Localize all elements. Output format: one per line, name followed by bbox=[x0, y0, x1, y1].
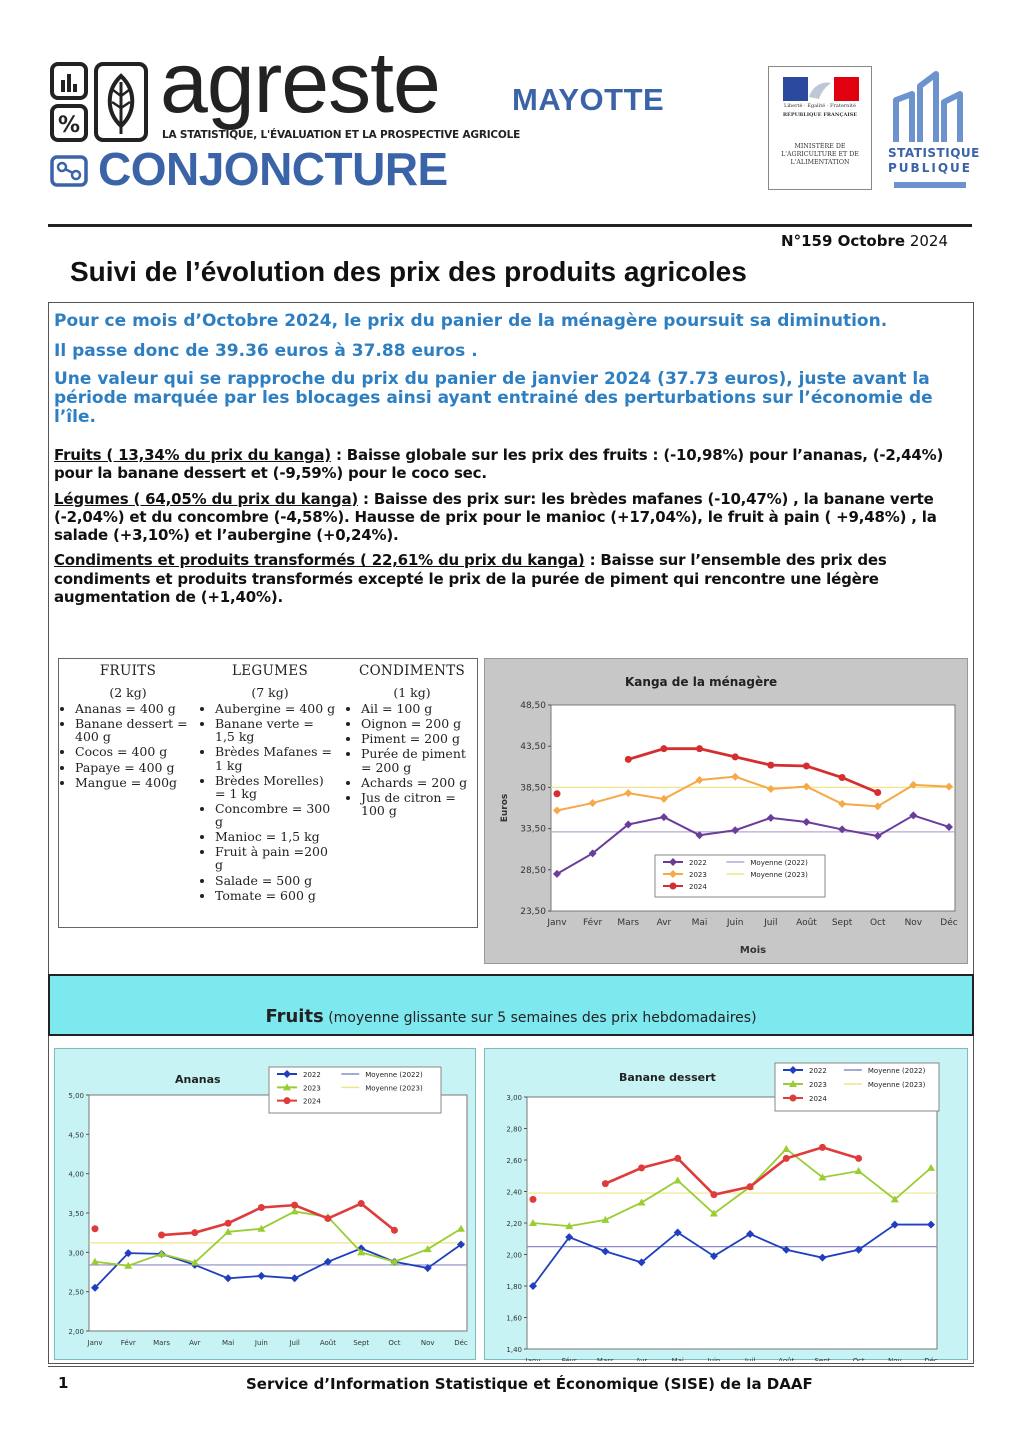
composition-item: • Achards = 200 g bbox=[361, 776, 475, 789]
fruits-section-banner bbox=[48, 974, 974, 1036]
legend-label: 2024 bbox=[809, 1095, 827, 1103]
y-tick-label: 2,80 bbox=[506, 1125, 522, 1134]
composition-item: • Aubergine = 400 g bbox=[215, 702, 337, 715]
intro-summary bbox=[54, 310, 970, 435]
x-axis-label: Mois bbox=[739, 945, 767, 956]
statistique-publique-text: STATISTIQUE PUBLIQUE bbox=[888, 146, 980, 175]
composition-item: • Mangue = 400g bbox=[75, 776, 193, 789]
legend-label: Moyenne (2022) bbox=[750, 859, 808, 867]
x-tick-label: Août bbox=[796, 918, 817, 928]
data-point-2024 bbox=[696, 745, 703, 752]
composition-item: • Jus de citron = 100 g bbox=[361, 791, 475, 817]
y-tick-label: 48,50 bbox=[520, 701, 546, 711]
y-axis-label: Euros bbox=[500, 793, 510, 823]
data-point-2024 bbox=[767, 762, 774, 769]
composition-item: • Piment = 200 g bbox=[361, 732, 475, 745]
data-point-2024 bbox=[638, 1164, 645, 1171]
banane-chart bbox=[485, 1049, 969, 1361]
y-tick-label: 28,50 bbox=[520, 865, 546, 876]
x-tick-label: Août bbox=[778, 1357, 795, 1361]
x-tick-label: Avr bbox=[635, 1357, 648, 1361]
data-point-2024 bbox=[674, 1155, 681, 1162]
x-tick-label: Mars bbox=[617, 918, 640, 928]
x-tick-label: Sept bbox=[814, 1357, 831, 1361]
ministry-motto: Liberté · Égalité · Fraternité bbox=[784, 103, 856, 109]
composition-item: • Tomate = 600 g bbox=[215, 889, 337, 902]
x-tick-label: Déc bbox=[940, 918, 958, 928]
footer-text: Service d’Information Statistique et Économique (SISE) de la DAAF bbox=[246, 1375, 813, 1393]
y-tick-label: 4,00 bbox=[68, 1170, 84, 1179]
data-point-2024 bbox=[530, 1196, 537, 1203]
conjoncture-icon bbox=[50, 155, 88, 187]
issue-number: N°159 Octobre 2024 bbox=[781, 232, 948, 250]
y-tick-label: 2,60 bbox=[506, 1157, 522, 1165]
legend-label: 2022 bbox=[809, 1067, 827, 1075]
composition-item: • Concombre = 300 g bbox=[215, 802, 337, 828]
x-tick-label: Janv bbox=[525, 1357, 541, 1361]
data-point-2024 bbox=[874, 789, 881, 796]
page-number: 1 bbox=[58, 1374, 69, 1392]
x-tick-label: Déc bbox=[454, 1339, 468, 1347]
x-tick-label: Avr bbox=[656, 918, 672, 928]
x-tick-label: Sept bbox=[831, 918, 853, 928]
legend-label: Moyenne (2023) bbox=[365, 1084, 423, 1093]
banane-chart-panel bbox=[484, 1048, 968, 1360]
composition-item: • Oignon = 200 g bbox=[361, 717, 475, 730]
kanga-chart-panel bbox=[484, 658, 968, 964]
composition-fruits: FRUITS (2 kg) • Ananas = 400 g • Banane dessert = 400 g • Cocos = 400 g • Papaye = 400 g • Mangue = 400g bbox=[63, 663, 193, 791]
legend-label: 2022 bbox=[689, 859, 707, 867]
y-tick-label: 2,40 bbox=[506, 1188, 522, 1197]
x-tick-label: Mars bbox=[153, 1339, 170, 1347]
data-point-2024 bbox=[158, 1232, 165, 1239]
x-tick-label: Juin bbox=[254, 1339, 268, 1347]
y-tick-label: 1,80 bbox=[506, 1283, 522, 1291]
y-tick-label: 3,00 bbox=[506, 1094, 522, 1102]
page-title: Suivi de l’évolution des prix des produits agricoles bbox=[70, 256, 747, 287]
x-tick-label: Oct bbox=[869, 918, 886, 928]
series-title: CONJONCTURE bbox=[98, 143, 448, 195]
ministry-name: MINISTÈRE DE L'AGRICULTURE ET DE L'ALIMENTATION bbox=[781, 143, 859, 166]
data-point-2024 bbox=[358, 1200, 365, 1207]
y-tick-label: 2,00 bbox=[68, 1328, 84, 1336]
condiments-paragraph: Condiments et produits transformés ( 22,61% du prix du kanga) : Baisse sur l’ensemble des prix des condiments et produits transformés excepté le prix de la purée de piment qui rencontre une légère augmentation de (+1,40%). bbox=[54, 551, 887, 607]
body-text bbox=[54, 446, 970, 613]
chart-title: Kanga de la ménagère bbox=[625, 675, 778, 689]
intro-line-3: Une valeur qui se rapproche du prix du panier de janvier 2024 (37.73 euros), juste avant la période marquée par les blocages ainsi ayant entrainé des perturbations sur l’économie de l’île. bbox=[54, 369, 933, 428]
y-tick-label: 1,40 bbox=[506, 1346, 522, 1354]
y-tick-label: 38,50 bbox=[520, 783, 546, 794]
x-tick-label: Avr bbox=[189, 1339, 201, 1347]
data-point-2024 bbox=[732, 753, 739, 760]
svg-text:%: % bbox=[57, 113, 81, 138]
composition-item: • Fruit à pain =200 g bbox=[215, 845, 337, 871]
x-tick-label: Nov bbox=[420, 1339, 435, 1347]
ministry-republic: RÉPUBLIQUE FRANÇAISE bbox=[782, 112, 858, 118]
fruits-banner-subtitle: (moyenne glissante sur 5 semaines des prix hebdomadaires) bbox=[323, 1010, 757, 1026]
y-tick-label: 3,00 bbox=[68, 1249, 84, 1258]
legend-marker bbox=[670, 883, 677, 890]
x-tick-label: Sept bbox=[353, 1339, 370, 1347]
legend-label: 2023 bbox=[303, 1084, 321, 1093]
composition-item: • Cocos = 400 g bbox=[75, 745, 193, 758]
data-point-2024 bbox=[291, 1202, 298, 1209]
legend-label: Moyenne (2023) bbox=[867, 1081, 926, 1089]
x-tick-label: Févr bbox=[561, 1357, 577, 1361]
composition-item: • Banane verte = 1,5 kg bbox=[215, 717, 337, 743]
plot-area bbox=[89, 1095, 467, 1331]
composition-item: • Brèdes Mafanes = 1 kg bbox=[215, 745, 337, 771]
x-tick-label: Nov bbox=[904, 918, 923, 928]
y-tick-label: 33,50 bbox=[520, 824, 546, 835]
x-tick-label: Déc bbox=[924, 1357, 938, 1361]
composition-legumes: LEGUMES (7 kg) • Aubergine = 400 g • Banane verte = 1,5 kg • Brèdes Mafanes = 1 kg • Brèdes Morelles) = 1 kg • Concombre = 300 g • Manioc = 1,5 kg • Fruit à pain =200 g • Salade = 500 g • Tomate = 600 g bbox=[203, 663, 337, 904]
x-tick-label: Mai bbox=[671, 1357, 684, 1361]
y-tick-label: 1,60 bbox=[506, 1314, 522, 1323]
data-point-2024 bbox=[747, 1183, 754, 1190]
data-point-2024 bbox=[819, 1144, 826, 1151]
data-point-2024 bbox=[324, 1215, 331, 1222]
composition-item: • Manioc = 1,5 kg bbox=[215, 830, 337, 843]
composition-item: • Banane dessert = 400 g bbox=[75, 717, 193, 743]
y-tick-label: 3,50 bbox=[68, 1210, 84, 1218]
x-tick-label: Juil bbox=[744, 1357, 756, 1361]
fruits-banner-title: Fruits bbox=[265, 1006, 324, 1027]
y-tick-label: 23,50 bbox=[520, 907, 546, 917]
data-point-2024 bbox=[710, 1191, 717, 1198]
y-tick-label: 2,00 bbox=[506, 1251, 522, 1260]
composition-item: • Purée de piment = 200 g bbox=[361, 747, 475, 773]
footer-rule bbox=[48, 1366, 974, 1367]
legend-label: 2024 bbox=[689, 883, 707, 891]
legend-label: Moyenne (2023) bbox=[750, 871, 808, 879]
legend-label: Moyenne (2022) bbox=[365, 1071, 423, 1079]
x-tick-label: Oct bbox=[388, 1339, 401, 1347]
legend-marker bbox=[790, 1095, 797, 1102]
data-point-2024 bbox=[602, 1180, 609, 1187]
data-point-2024 bbox=[783, 1155, 790, 1162]
composition-item: • Papaye = 400 g bbox=[75, 761, 193, 774]
x-tick-label: Févr bbox=[583, 918, 603, 928]
ananas-chart-panel bbox=[54, 1048, 476, 1360]
chart-title: Banane dessert bbox=[619, 1071, 716, 1084]
x-tick-label: Mars bbox=[596, 1357, 614, 1361]
legend-marker bbox=[284, 1097, 291, 1104]
marianne-flag-icon bbox=[783, 77, 859, 101]
kanga-chart bbox=[485, 659, 969, 965]
ananas-chart bbox=[55, 1049, 477, 1361]
legend-label: 2023 bbox=[689, 871, 707, 879]
ministry-logo bbox=[768, 66, 872, 190]
data-point-2024 bbox=[839, 774, 846, 781]
data-point-2024 bbox=[191, 1229, 198, 1236]
y-tick-label: 43,50 bbox=[520, 742, 546, 753]
y-tick-label: 2,20 bbox=[506, 1220, 522, 1228]
x-tick-label: Mai bbox=[221, 1339, 235, 1347]
y-tick-label: 5,00 bbox=[68, 1092, 84, 1100]
header-rule bbox=[48, 224, 972, 227]
agreste-logo-icons bbox=[50, 62, 152, 144]
y-tick-label: 4,50 bbox=[68, 1131, 84, 1140]
brand-name: agreste bbox=[160, 35, 440, 131]
x-tick-label: Janv bbox=[547, 918, 567, 928]
x-tick-label: Mai bbox=[691, 918, 708, 928]
region-label: MAYOTTE bbox=[512, 82, 665, 117]
composition-item: • Ail = 100 g bbox=[361, 702, 475, 715]
legend-label: 2024 bbox=[303, 1097, 321, 1106]
composition-item: • Salade = 500 g bbox=[215, 874, 337, 887]
legumes-paragraph: Légumes ( 64,05% du prix du kanga) : Baisse des prix sur: les brèdes mafanes (-10,47%) , la banane verte (-2,04%) et du concombre (-4,58%). Hausse de prix pour le manioc (+17,04%), le fruit à pain ( +9,48%) , la salade (+3,10%) et l’aubergine (+0,24%). bbox=[54, 489, 937, 545]
data-point-2024 bbox=[92, 1225, 99, 1232]
x-tick-label: Juin bbox=[726, 918, 744, 928]
x-tick-label: Janv bbox=[87, 1339, 103, 1347]
x-tick-label: Oct bbox=[852, 1357, 865, 1361]
legend-label: 2023 bbox=[809, 1081, 827, 1089]
x-tick-label: Juil bbox=[289, 1339, 300, 1347]
legend-label: 2022 bbox=[303, 1071, 321, 1079]
brand-subtitle: LA STATISTIQUE, L'ÉVALUATION ET LA PROSPECTIVE AGRICOLE bbox=[162, 129, 521, 141]
intro-line-2: Il passe donc de 39.36 euros à 37.88 euros . bbox=[54, 341, 478, 362]
data-point-2024 bbox=[625, 756, 632, 763]
data-point-2024 bbox=[225, 1220, 232, 1227]
data-point-2024 bbox=[554, 790, 561, 797]
chart-title: Ananas bbox=[175, 1073, 221, 1086]
data-point-2024 bbox=[391, 1227, 398, 1234]
y-tick-label: 2,50 bbox=[68, 1288, 84, 1297]
composition-condiments: CONDIMENTS (1 kg) • Ail = 100 g • Oignon = 200 g • Piment = 200 g • Purée de piment = 200 g • Achards = 200 g • Jus de citron = 100 g bbox=[349, 663, 475, 819]
data-point-2024 bbox=[258, 1204, 265, 1211]
data-point-2024 bbox=[660, 745, 667, 752]
x-tick-label: Juil bbox=[764, 918, 778, 928]
x-tick-label: Févr bbox=[120, 1339, 136, 1347]
composition-item: • Ananas = 400 g bbox=[75, 702, 193, 715]
composition-item: • Brèdes Morelles) = 1 kg bbox=[215, 774, 337, 800]
x-tick-label: Nov bbox=[887, 1357, 902, 1361]
x-tick-label: Juin bbox=[707, 1357, 721, 1361]
data-point-2024 bbox=[803, 762, 810, 769]
legend-label: Moyenne (2022) bbox=[867, 1067, 926, 1075]
kanga-composition-table bbox=[58, 658, 478, 928]
data-point-2024 bbox=[855, 1155, 862, 1162]
x-tick-label: Août bbox=[319, 1339, 336, 1347]
fruits-paragraph: Fruits ( 13,34% du prix du kanga) : Baisse globale sur les prix des fruits : (-10,98%) pour l’ananas, (-2,44%) pour la banane dessert et (-9,59%) pour le coco sec. bbox=[54, 446, 944, 483]
intro-line-1: Pour ce mois d’Octobre 2024, le prix du panier de la ménagère poursuit sa diminution. bbox=[54, 311, 888, 331]
